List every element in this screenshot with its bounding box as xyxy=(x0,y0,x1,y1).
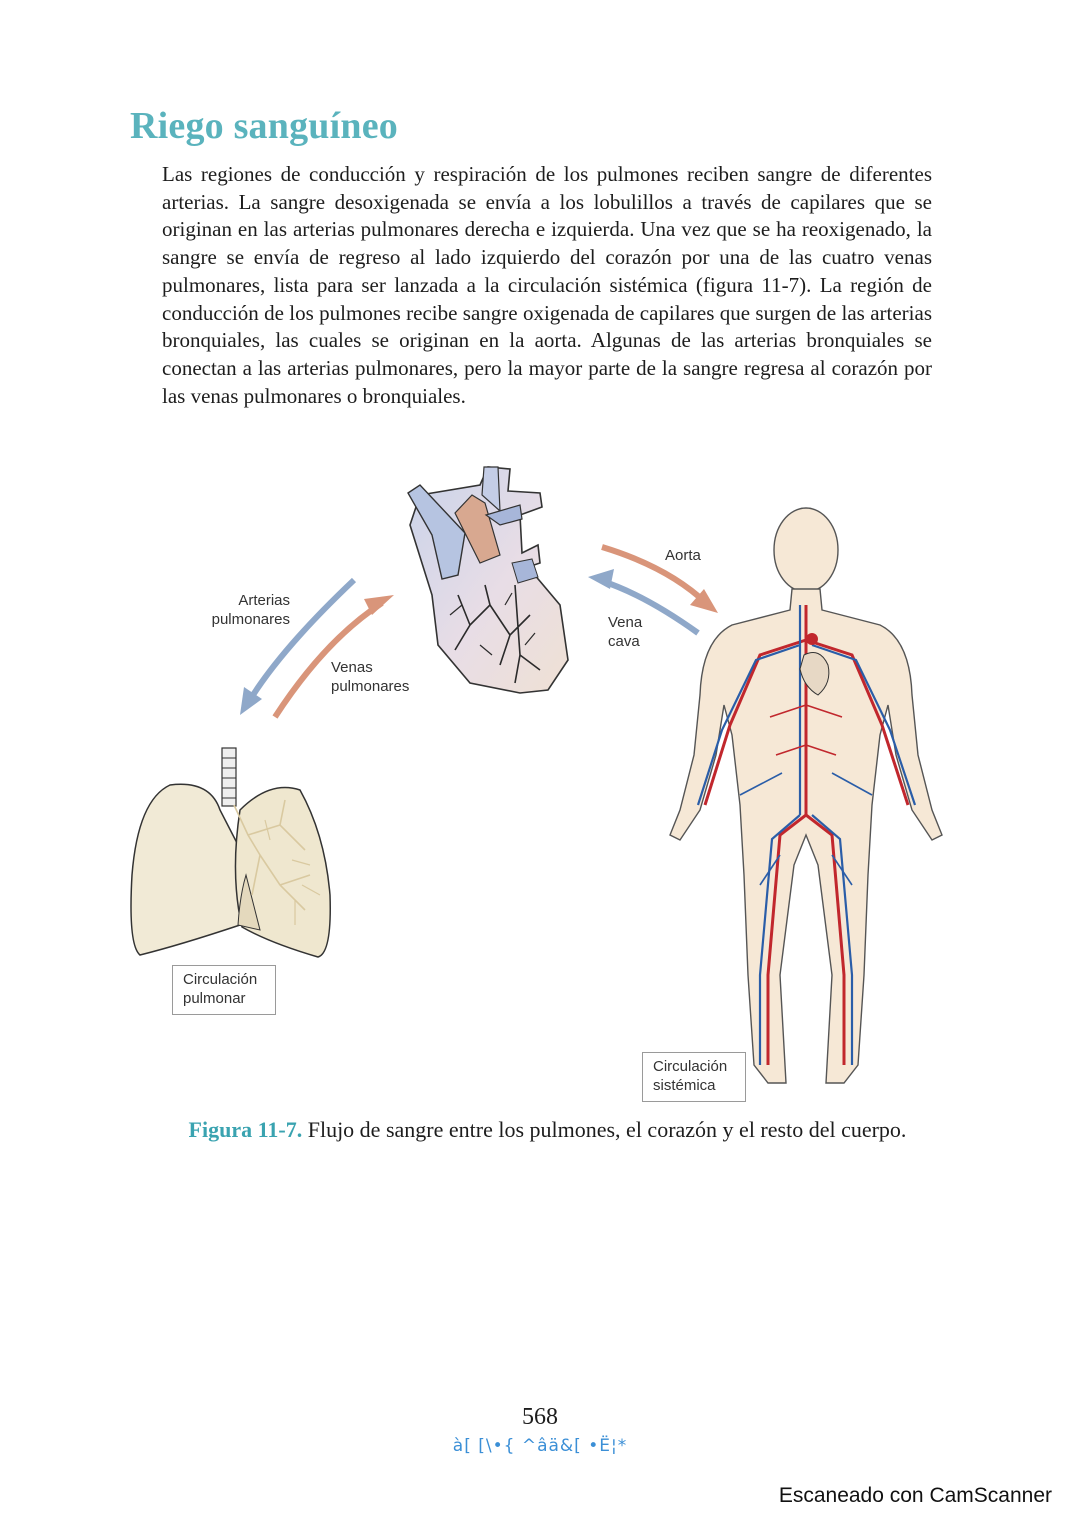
body-illustration xyxy=(670,508,942,1083)
box-pulmonar-line1: Circulación xyxy=(183,971,258,988)
label-vena-line2: cava xyxy=(608,633,640,650)
caption-text: Flujo de sangre entre los pulmones, el corazón y el resto del cuerpo. xyxy=(307,1117,907,1142)
garbled-footer-text: à[ [\•{ ^âä&[ •Ë¦* xyxy=(452,1436,628,1456)
figure-caption xyxy=(180,1116,915,1144)
camscanner-watermark: Escaneado con CamScanner xyxy=(778,1484,1052,1507)
section-title: Riego sanguíneo xyxy=(130,105,398,147)
figure-illustration xyxy=(120,455,970,1115)
figure-blood-flow xyxy=(120,455,970,1115)
box-sistemica-line2: sistémica xyxy=(653,1077,716,1094)
box-circulacion-sistemica xyxy=(642,1052,746,1102)
section-paragraph: Las regiones de conducción y respiración de los pulmones reciben sangre de diferentes arterias. La sangre desoxigenada se envía a los lobulillos a través de capilares que se originan en las arterias pulmonares derecha e izquierda. Una vez que se ha reoxigenado, la sangre se envía de regreso al lado izquierdo del corazón por una de las cuatro venas pulmonares, lista para ser lanzada a la circulación sistémica (figura 11-7). La región de conducción de los pulmones recibe sangre oxigenada de capilares que surgen de las arterias bronquiales, las cuales se originan en la aorta. Algunas de las arterias bronquiales se conectan a las arterias pulmonares, pero la mayor parte de la sangre regresa al corazón por las venas pulmonares o bronquiales. xyxy=(162,162,932,408)
label-vena-cava xyxy=(608,613,642,651)
vena-cava-arrow xyxy=(588,569,698,633)
lungs-illustration xyxy=(131,748,330,957)
label-venas-pulmonares xyxy=(331,658,409,696)
label-vena-line1: Vena xyxy=(608,614,643,631)
box-pulmonar-line2: pulmonar xyxy=(183,990,246,1007)
venas-arrow xyxy=(275,595,394,717)
label-venas-line2: pulmonares xyxy=(331,678,410,695)
label-venas-line1: Venas xyxy=(331,659,373,676)
label-aorta: Aorta xyxy=(665,547,701,564)
caption-figure-number: Figura 11-7. xyxy=(188,1117,303,1142)
label-arterias-pulmonares xyxy=(206,591,290,629)
heart-illustration xyxy=(408,467,568,693)
page-number: 568 xyxy=(522,1404,558,1430)
box-sistemica-line1: Circulación xyxy=(653,1058,728,1075)
box-circulacion-pulmonar xyxy=(172,965,276,1015)
label-arterias-line1: Arterias xyxy=(238,592,290,609)
label-arterias-line2: pulmonares xyxy=(211,611,290,628)
